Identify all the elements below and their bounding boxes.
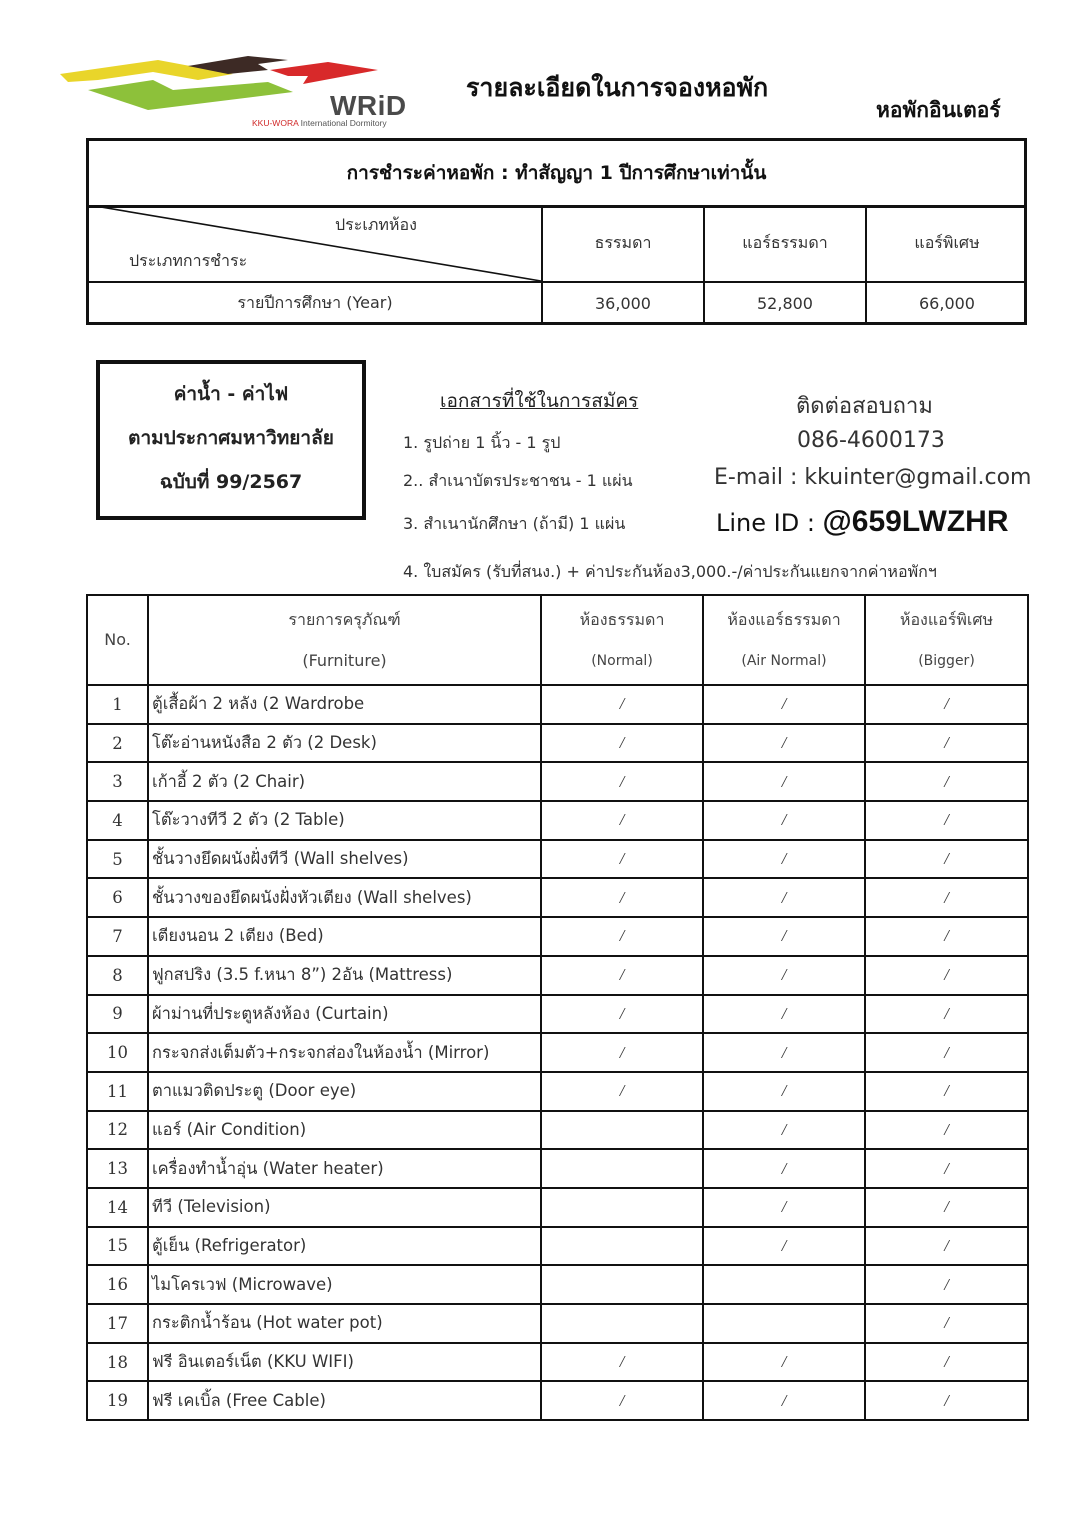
furniture-row	[87, 917, 1028, 956]
included-mark-bigger: /	[865, 762, 1028, 801]
included-mark-bigger: /	[865, 685, 1028, 724]
furniture-item-name: ชั้นวางของยึดผนังฝั่งหัวเตียง (Wall shelves)	[148, 878, 541, 917]
furniture-row	[87, 1343, 1028, 1382]
header-air-normal	[703, 595, 865, 685]
header-no	[87, 595, 148, 685]
furniture-item-name: ตู้เย็น (Refrigerator)	[148, 1227, 541, 1266]
row-number: 16	[87, 1265, 148, 1304]
line-id-label: Line ID :	[716, 509, 823, 537]
included-mark-bigger: /	[865, 1227, 1028, 1266]
furniture-item-name: กระติกน้ำร้อน (Hot water pot)	[148, 1304, 541, 1343]
included-mark-bigger: /	[865, 1265, 1028, 1304]
furniture-row	[87, 1381, 1028, 1420]
contact-line-id	[716, 505, 1009, 539]
included-mark-air-normal	[703, 1265, 865, 1304]
included-mark-normal: /	[541, 1343, 703, 1382]
included-mark-normal	[541, 1149, 703, 1188]
furniture-table	[86, 594, 1029, 1421]
included-mark-bigger: /	[865, 1033, 1028, 1072]
furniture-item-name: ชั้นวางยึดผนังฝั่งทีวี (Wall shelves)	[148, 840, 541, 879]
row-number: 1	[87, 685, 148, 724]
utility-line-3: ฉบับที่ 99/2567	[159, 471, 303, 493]
utility-line-1: ค่าน้ำ - ค่าไฟ	[173, 383, 289, 405]
included-mark-bigger: /	[865, 1343, 1028, 1382]
furniture-row	[87, 1149, 1028, 1188]
included-mark-normal: /	[541, 995, 703, 1034]
contact-title: ติดต่อสอบถาม	[796, 394, 933, 419]
furniture-item-name: ตู้เสื้อผ้า 2 หลัง (2 Wardrobe	[148, 685, 541, 724]
included-mark-normal: /	[541, 1072, 703, 1111]
furniture-row	[87, 1033, 1028, 1072]
header-bigger-th: ห้องแอร์พิเศษ	[899, 610, 994, 629]
furniture-item-name: ฟรี เคเบิ้ล (Free Cable)	[148, 1381, 541, 1420]
logo-subtitle	[252, 118, 387, 128]
header-normal	[541, 595, 703, 685]
row-number: 14	[87, 1188, 148, 1227]
included-mark-air-normal: /	[703, 1149, 865, 1188]
fee-table-title: การชำระค่าหอพัก : ทำสัญญา 1 ปีการศึกษาเท่านั้น	[89, 141, 1024, 208]
row-number: 12	[87, 1111, 148, 1150]
furniture-row	[87, 1072, 1028, 1111]
included-mark-air-normal: /	[703, 917, 865, 956]
logo-wordmark: WRiD	[330, 90, 407, 121]
utility-line-2: ตามประกาศมหาวิทยาลัย	[128, 427, 334, 449]
furniture-item-name: เก้าอี้ 2 ตัว (2 Chair)	[148, 762, 541, 801]
furniture-item-name: ไมโครเวฟ (Microwave)	[148, 1265, 541, 1304]
row-number: 17	[87, 1304, 148, 1343]
header-air-normal-en: (Air Normal)	[741, 653, 827, 669]
furniture-item-name: เครื่องทำน้ำอุ่น (Water heater)	[148, 1149, 541, 1188]
included-mark-normal	[541, 1188, 703, 1227]
logo-subtitle-rest: International Dormitory	[298, 118, 387, 128]
documents-heading: เอกสารที่ใช้ในการสมัคร	[440, 390, 639, 412]
diagonal-header-cell	[89, 205, 541, 281]
fee-table	[86, 138, 1027, 325]
header-item	[148, 595, 541, 685]
line-id-value: @659LWZHR	[822, 505, 1009, 538]
row-number: 18	[87, 1343, 148, 1382]
included-mark-bigger: /	[865, 801, 1028, 840]
payment-type-label: ประเภทการชำระ	[129, 251, 248, 270]
included-mark-bigger: /	[865, 724, 1028, 763]
header-normal-en: (Normal)	[591, 653, 653, 669]
row-number: 8	[87, 956, 148, 995]
document-item: 3. สำเนานักศึกษา (ถ้ามี) 1 แผ่น	[403, 514, 626, 533]
furniture-item-name: ฟรี อินเตอร์เน็ต (KKU WIFI)	[148, 1343, 541, 1382]
included-mark-normal: /	[541, 840, 703, 879]
furniture-row	[87, 762, 1028, 801]
included-mark-air-normal: /	[703, 762, 865, 801]
header-no-label: No.	[104, 630, 131, 649]
logo-red-shape	[270, 62, 378, 84]
row-number: 15	[87, 1227, 148, 1266]
furniture-row	[87, 1227, 1028, 1266]
header-normal-th: ห้องธรรมดา	[579, 610, 665, 629]
included-mark-air-normal: /	[703, 956, 865, 995]
included-mark-normal: /	[541, 724, 703, 763]
furniture-row	[87, 878, 1028, 917]
logo-subtitle-red: KKU-WORA	[252, 118, 299, 128]
room-type-air-special: แอร์พิเศษ	[865, 205, 1027, 281]
included-mark-air-normal	[703, 1304, 865, 1343]
document-item: 2.. สำเนาบัตรประชาชน - 1 แผ่น	[403, 471, 633, 490]
included-mark-bigger: /	[865, 878, 1028, 917]
furniture-row	[87, 724, 1028, 763]
row-number: 3	[87, 762, 148, 801]
document-title: รายละเอียดในการจองหอพัก	[466, 73, 769, 102]
furniture-row	[87, 1304, 1028, 1343]
included-mark-normal	[541, 1227, 703, 1266]
furniture-header-row	[87, 595, 1028, 685]
included-mark-air-normal: /	[703, 878, 865, 917]
row-number: 6	[87, 878, 148, 917]
furniture-row	[87, 1111, 1028, 1150]
included-mark-bigger: /	[865, 1381, 1028, 1420]
included-mark-bigger: /	[865, 995, 1028, 1034]
logo-green-shape	[88, 80, 293, 110]
payment-type-yearly: รายปีการศึกษา (Year)	[237, 292, 393, 312]
included-mark-bigger: /	[865, 1304, 1028, 1343]
included-mark-normal: /	[541, 1033, 703, 1072]
header-air-normal-th: ห้องแอร์ธรรมดา	[727, 610, 841, 629]
fee-table-header-row	[89, 205, 1024, 283]
furniture-item-name: ผ้าม่านที่ประตูหลังห้อง (Curtain)	[148, 995, 541, 1034]
room-type-air-normal: แอร์ธรรมดา	[703, 205, 865, 281]
row-number: 9	[87, 995, 148, 1034]
included-mark-air-normal: /	[703, 724, 865, 763]
document-item: 1. รูปถ่าย 1 นิ้ว - 1 รูป	[403, 433, 561, 452]
included-mark-air-normal: /	[703, 1381, 865, 1420]
fee-row-yearly	[89, 281, 1024, 325]
included-mark-air-normal: /	[703, 1033, 865, 1072]
included-mark-air-normal: /	[703, 801, 865, 840]
included-mark-normal	[541, 1265, 703, 1304]
furniture-item-name: ฟูกสปริง (3.5 f.หนา 8”) 2อัน (Mattress)	[148, 956, 541, 995]
included-mark-air-normal: /	[703, 1072, 865, 1111]
row-number: 7	[87, 917, 148, 956]
included-mark-normal	[541, 1304, 703, 1343]
furniture-row	[87, 995, 1028, 1034]
included-mark-air-normal: /	[703, 840, 865, 879]
wrid-logo	[58, 52, 418, 132]
included-mark-normal: /	[541, 917, 703, 956]
dormitory-name: หอพักอินเตอร์	[876, 98, 1001, 122]
document-item: 4. ใบสมัคร (รับที่สนง.) + ค่าประกันห้อง3,000.-/ค่าประกันแยกจากค่าหอพักฯ	[403, 562, 937, 581]
included-mark-air-normal: /	[703, 1188, 865, 1227]
furniture-item-name: โต๊ะอ่านหนังสือ 2 ตัว (2 Desk)	[148, 724, 541, 763]
included-mark-normal: /	[541, 801, 703, 840]
price-air-special: 66,000	[865, 281, 1027, 325]
furniture-item-name: ตาแมวติดประตู (Door eye)	[148, 1072, 541, 1111]
included-mark-bigger: /	[865, 1149, 1028, 1188]
row-number: 19	[87, 1381, 148, 1420]
contact-phone: 086-4600173	[797, 428, 945, 453]
included-mark-bigger: /	[865, 840, 1028, 879]
included-mark-normal: /	[541, 878, 703, 917]
furniture-item-name: กระจกส่งเต็มตัว+กระจกส่องในห้องน้ำ (Mirror)	[148, 1033, 541, 1072]
row-number: 2	[87, 724, 148, 763]
furniture-item-name: เตียงนอน 2 เตียง (Bed)	[148, 917, 541, 956]
room-type-label: ประเภทห้อง	[335, 215, 417, 234]
furniture-item-name: โต๊ะวางทีวี 2 ตัว (2 Table)	[148, 801, 541, 840]
included-mark-normal: /	[541, 762, 703, 801]
price-air-normal: 52,800	[703, 281, 865, 325]
room-type-normal: ธรรมดา	[541, 205, 703, 281]
row-number: 13	[87, 1149, 148, 1188]
furniture-row	[87, 1188, 1028, 1227]
included-mark-air-normal: /	[703, 995, 865, 1034]
included-mark-air-normal: /	[703, 1111, 865, 1150]
utility-notice-box	[96, 360, 366, 520]
included-mark-air-normal: /	[703, 1227, 865, 1266]
furniture-row	[87, 801, 1028, 840]
included-mark-air-normal: /	[703, 685, 865, 724]
header-item-en: (Furniture)	[302, 651, 387, 670]
included-mark-bigger: /	[865, 1072, 1028, 1111]
furniture-table-body	[87, 685, 1028, 1420]
included-mark-bigger: /	[865, 917, 1028, 956]
included-mark-normal: /	[541, 1381, 703, 1420]
included-mark-normal: /	[541, 685, 703, 724]
included-mark-air-normal: /	[703, 1343, 865, 1382]
row-number: 4	[87, 801, 148, 840]
furniture-row	[87, 685, 1028, 724]
row-number: 11	[87, 1072, 148, 1111]
included-mark-bigger: /	[865, 1188, 1028, 1227]
furniture-row	[87, 840, 1028, 879]
included-mark-normal	[541, 1111, 703, 1150]
included-mark-bigger: /	[865, 1111, 1028, 1150]
included-mark-normal: /	[541, 956, 703, 995]
header-bigger-en: (Bigger)	[918, 653, 975, 669]
header-item-th: รายการครุภัณฑ์	[288, 610, 401, 629]
furniture-item-name: ทีวี (Television)	[148, 1188, 541, 1227]
furniture-row	[87, 956, 1028, 995]
row-number: 10	[87, 1033, 148, 1072]
included-mark-bigger: /	[865, 956, 1028, 995]
furniture-item-name: แอร์ (Air Condition)	[148, 1111, 541, 1150]
header-bigger	[865, 595, 1028, 685]
furniture-row	[87, 1265, 1028, 1304]
price-normal: 36,000	[541, 281, 703, 325]
row-number: 5	[87, 840, 148, 879]
contact-email: E-mail : kkuinter@gmail.com	[714, 465, 1032, 490]
